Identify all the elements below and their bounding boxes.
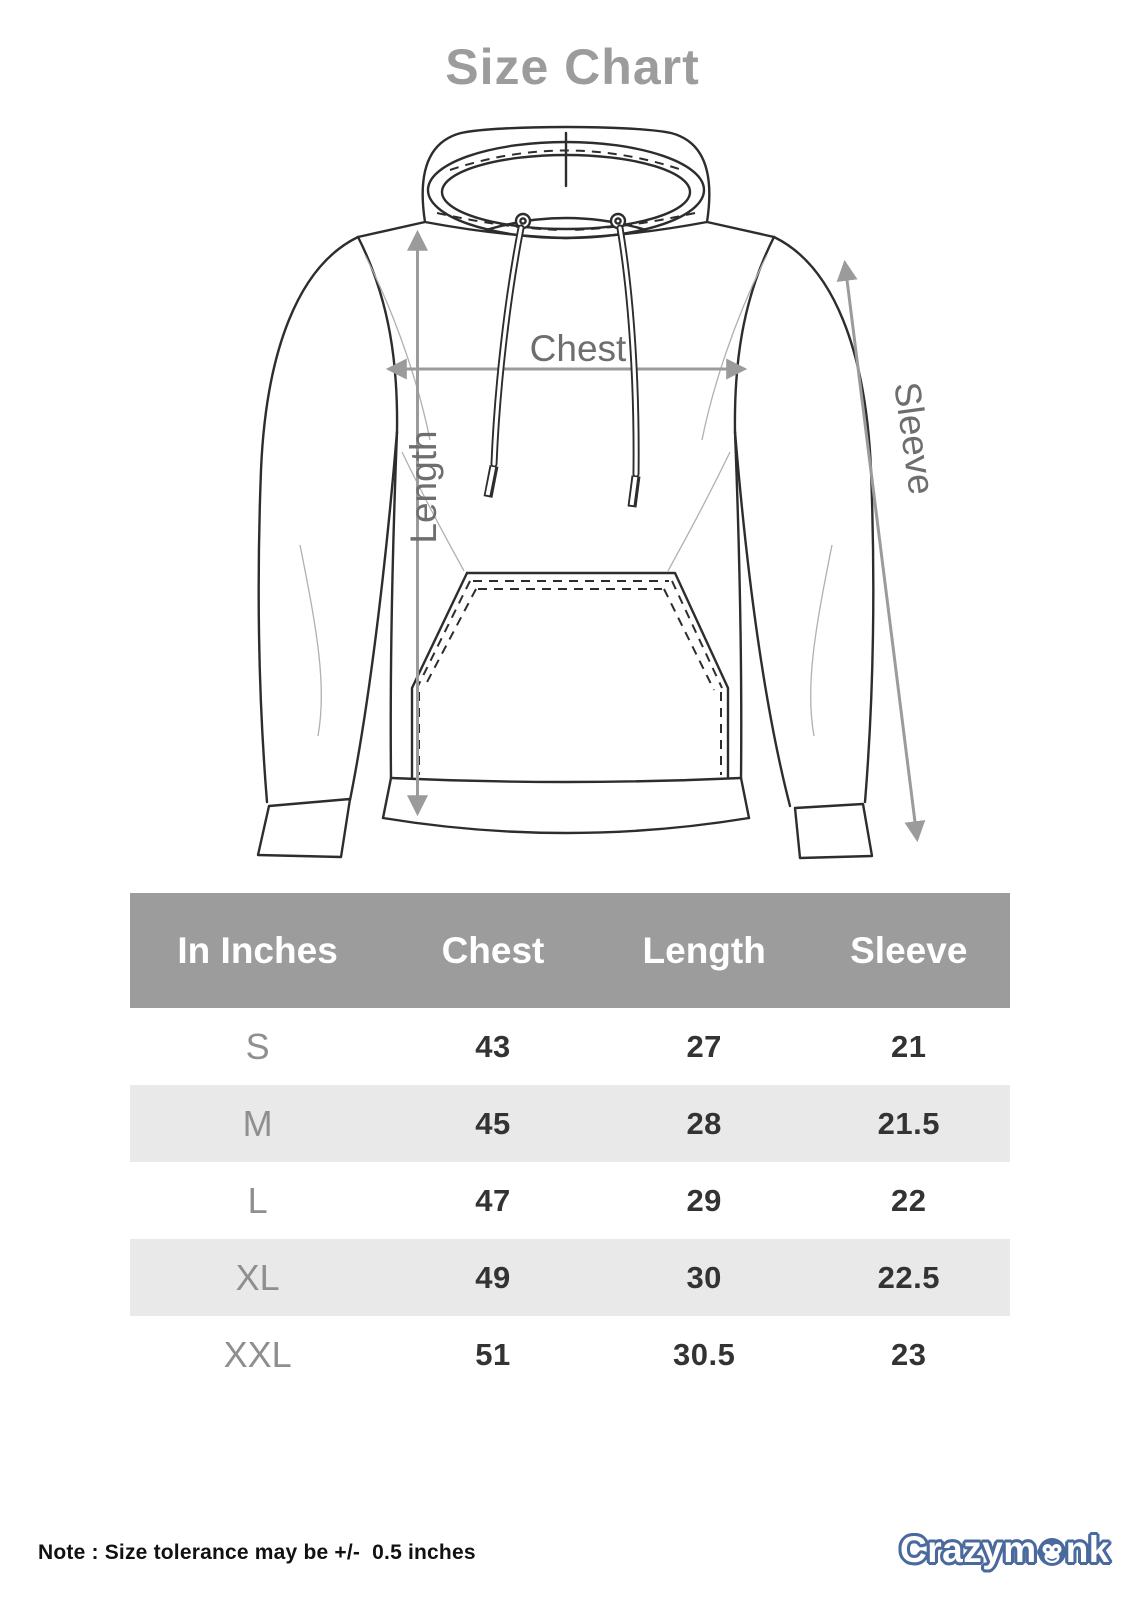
length-cell: 30 (686, 1259, 722, 1295)
page-title: Size Chart (445, 39, 700, 95)
size-cell: L (247, 1179, 268, 1221)
size-table (130, 893, 1010, 1393)
size-cell: XXL (223, 1333, 292, 1375)
length-cell: 29 (686, 1182, 722, 1218)
table-row (130, 1316, 1010, 1393)
size-cell: S (245, 1025, 270, 1067)
header-cell-chest: Chest (441, 929, 545, 971)
size-cell: XL (235, 1256, 280, 1298)
table-row (130, 1008, 1010, 1085)
hoodie-left-sleeve (258, 237, 430, 857)
length-cell: 28 (686, 1105, 722, 1141)
table-header-row (130, 893, 1010, 1008)
sleeve-cell: 22.5 (877, 1259, 940, 1295)
header-cell-length: Length (642, 929, 766, 971)
header-cell-unit: In Inches (177, 929, 338, 971)
sleeve-cell: 21.5 (877, 1105, 940, 1141)
sleeve-cell: 21 (891, 1028, 927, 1064)
length-arrow-label: Length (403, 430, 444, 544)
chest-cell: 43 (475, 1028, 511, 1064)
logo-text-after: nk (1065, 1529, 1110, 1570)
table-row (130, 1085, 1010, 1162)
monkey-face-icon (1036, 1536, 1068, 1568)
hoodie-hood (423, 127, 710, 238)
table-row (130, 1162, 1010, 1239)
sleeve-cell: 23 (891, 1336, 927, 1372)
chest-cell: 51 (475, 1336, 511, 1372)
logo-text-before: Crazym (900, 1529, 1037, 1570)
size-cell: M (242, 1102, 273, 1144)
sleeve-arrow-label: Sleeve (886, 379, 943, 498)
tolerance-note: Note : Size tolerance may be +/- 0.5 inches (38, 1541, 476, 1564)
measurement-arrows (390, 234, 943, 838)
length-cell: 30.5 (673, 1336, 736, 1372)
brand-logo (900, 1529, 1110, 1571)
length-cell: 27 (686, 1028, 722, 1064)
size-table-body (130, 1008, 1010, 1393)
chest-arrow-label: Chest (529, 328, 627, 369)
chest-cell: 45 (475, 1105, 511, 1141)
chest-cell: 47 (475, 1182, 511, 1218)
header-cell-sleeve: Sleeve (850, 929, 968, 971)
table-row (130, 1239, 1010, 1316)
chest-cell: 49 (475, 1259, 511, 1295)
hoodie-kangaroo-pocket (412, 573, 728, 778)
sleeve-arrow (845, 264, 917, 838)
sleeve-cell: 22 (891, 1182, 927, 1218)
